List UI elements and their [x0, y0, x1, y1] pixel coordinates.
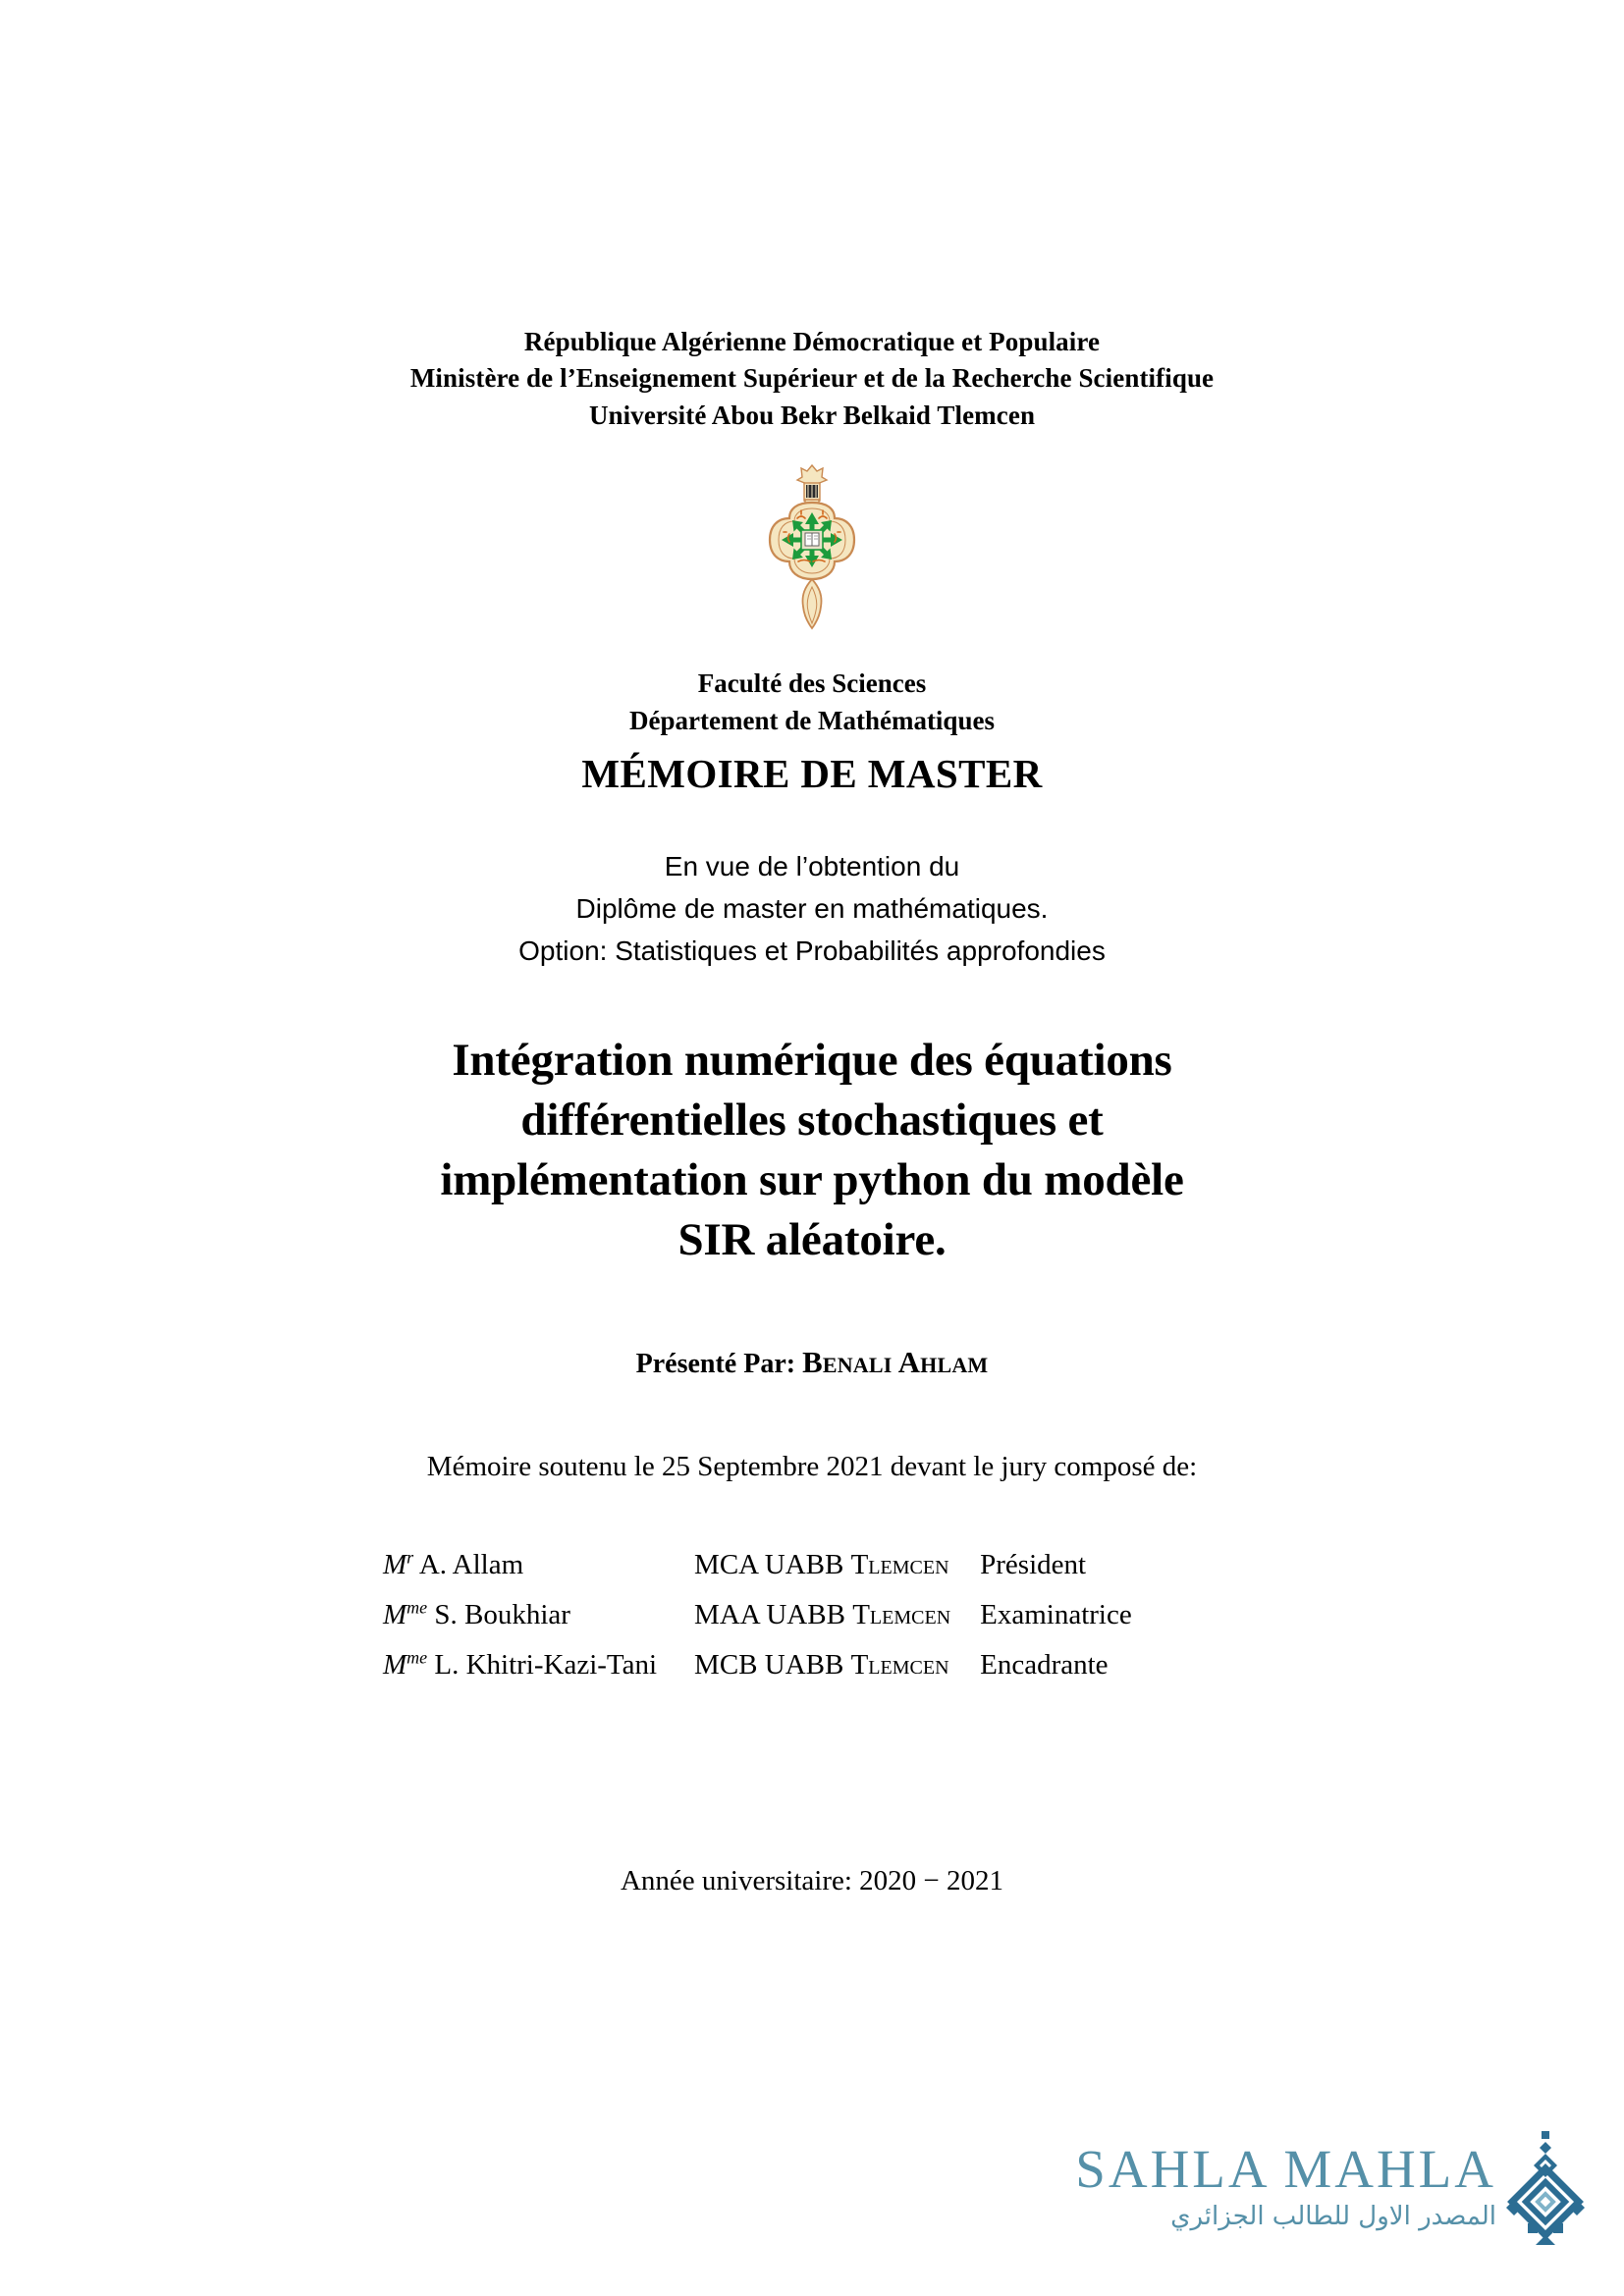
berber-diamond-ornament-icon	[1506, 2129, 1585, 2245]
sahla-mahla-watermark	[1075, 2129, 1585, 2245]
thesis-title-line-3: implémentation sur python du modèle	[440, 1154, 1184, 1206]
jury-member-grade: MCA UABB Tlemcen	[694, 1549, 949, 1580]
jury-city: Tlemcen	[850, 1549, 949, 1580]
watermark-text	[1075, 2138, 1496, 2232]
jury-name-text: A. Allam	[418, 1549, 524, 1580]
thesis-title-line-4: SIR aléatoire.	[677, 1214, 947, 1266]
jury-member-name	[383, 1649, 694, 1699]
jury-civility: $M^{me}$	[383, 1597, 428, 1630]
jury-table	[383, 1549, 1132, 1699]
jury-civility: $M^r$	[383, 1547, 414, 1580]
watermark-tagline: المصدر الاول للطالب الجزائري	[1170, 2201, 1496, 2231]
department-name: Département de Mathématiques	[629, 705, 995, 735]
university-logo-icon	[758, 463, 866, 630]
table-row	[383, 1549, 1132, 1599]
header-line-republic: République Algérienne Démocratique et Populaire	[523, 327, 1101, 356]
institutional-header	[0, 324, 1624, 434]
purpose-line-obtention: En vue de l’obtention du	[664, 851, 960, 881]
table-row	[383, 1649, 1132, 1699]
jury-member-grade: MCB UABB Tlemcen	[694, 1649, 949, 1681]
header-line-university: Université Abou Bekr Belkaid Tlemcen	[588, 400, 1036, 430]
jury-civility: $M^{me}$	[383, 1647, 428, 1681]
purpose-line-diploma: Diplôme de master en mathématiques.	[575, 892, 1049, 924]
thesis-title	[341, 1031, 1283, 1270]
author-line	[0, 1346, 1624, 1380]
memoire-heading: MÉMOIRE DE MASTER	[581, 750, 1043, 796]
purpose-line-option: Option: Statistiques et Probabilités approfondies	[518, 934, 1106, 966]
header-line-ministry: Ministère de l’Enseignement Supérieur et de la Recherche Scientifique	[409, 363, 1215, 394]
jury-member-name	[383, 1549, 694, 1599]
jury-name-text: S. Boukhiar	[434, 1599, 570, 1630]
author-name: Benali Ahlam	[802, 1346, 989, 1379]
jury-member-role: Président	[980, 1549, 1087, 1580]
author-label: Présenté Par:	[635, 1349, 796, 1379]
purpose-block	[0, 846, 1624, 972]
thesis-title-line-1: Intégration numérique des équations	[452, 1035, 1172, 1086]
jury-member-role: Encadrante	[980, 1649, 1109, 1681]
jury-member-grade: MAA UABB Tlemcen	[694, 1599, 951, 1630]
faculty-block	[0, 666, 1624, 799]
academic-year: Année universitaire: 2020 − 2021	[620, 1865, 1004, 1896]
defense-sentence: Mémoire soutenu le 25 Septembre 2021 devant le jury composé de:	[426, 1451, 1198, 1482]
watermark-brand: SAHLA MAHLA	[1075, 2138, 1496, 2199]
university-emblem	[0, 463, 1624, 635]
faculty-name: Faculté des Sciences	[697, 668, 927, 698]
thesis-title-line-2: différentielles stochastiques et	[520, 1095, 1104, 1147]
table-row	[383, 1599, 1132, 1649]
jury-member-name	[383, 1599, 694, 1649]
jury-city: Tlemcen	[850, 1649, 949, 1681]
jury-city: Tlemcen	[852, 1599, 951, 1630]
jury-member-role: Examinatrice	[980, 1599, 1132, 1630]
jury-name-text: L. Khitri-Kazi-Tani	[434, 1649, 658, 1681]
